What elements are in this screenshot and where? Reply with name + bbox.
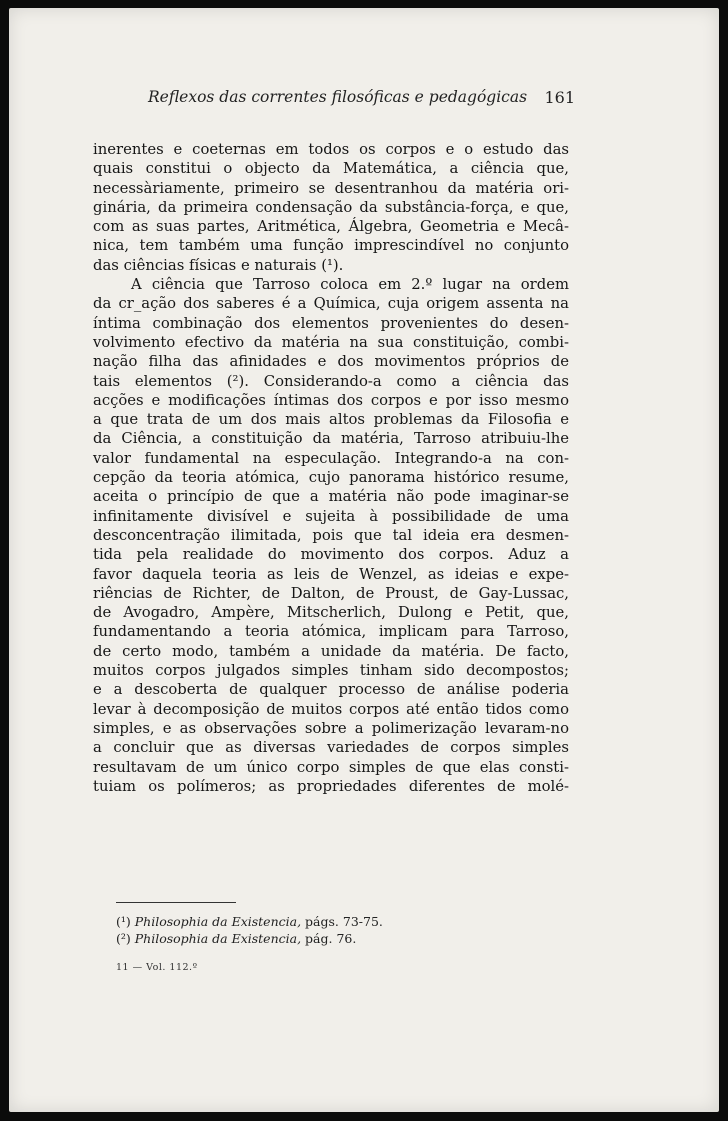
text-line: cepção da teoria atómica, cujo panorama histórico resume, <box>93 469 569 487</box>
printer-signature: 11 — Vol. 112.º <box>116 962 198 973</box>
text-line: infinitamente divisível e sujeita à possibilidade de uma <box>93 507 569 525</box>
text-line: acções e modificações íntimas dos corpos e por isso mesmo <box>93 391 569 409</box>
text-line: inerentes e coeternas em todos os corpos e o estudo das <box>93 141 569 158</box>
running-title: Reflexos das correntes filosóficas e pedagógicas <box>148 88 528 106</box>
text-line: e a descoberta de qualquer processo de análise poderia <box>93 681 569 699</box>
footnote-ref: pág. 76. <box>305 931 357 946</box>
text-line: tais elementos (²). Considerando-a como a ciência das <box>93 372 569 390</box>
text-line: nica, tem também uma função imprescindível no conjunto <box>93 237 569 255</box>
text-line: necessàriamente, primeiro se desentranhou da matéria ori- <box>93 179 569 197</box>
text-line: ginária, da primeira condensação da substância-força, e que, <box>93 198 569 216</box>
footnote-rule <box>116 902 236 903</box>
text-line: riências de Richter, de Dalton, de Proust, de Gay-Lussac, <box>93 584 569 602</box>
text-line: a concluir que as diversas variedades de corpos simples <box>93 739 569 757</box>
footnotes <box>116 913 516 947</box>
text-line: favor daquela teoria as leis de Wenzel, as ideias e expe- <box>93 565 569 583</box>
text-line: muitos corpos julgados simples tinham sido decompostos; <box>93 662 569 680</box>
text-line: tuiam os polímeros; as propriedades diferentes de molé- <box>93 777 569 795</box>
text-line: tida pela realidade do movimento dos corpos. Aduz a <box>93 546 569 564</box>
footnote-title: Philosophia da Existencia, <box>134 914 302 929</box>
text-line: valor fundamental na especulação. Integrando-a na con- <box>93 449 569 467</box>
footnote-title: Philosophia da Existencia, <box>134 931 302 946</box>
text-line: de certo modo, também a unidade da matéria. De facto, <box>93 642 569 660</box>
text-line: da cr_ação dos saberes é a Química, cuja origem assenta na <box>93 295 569 313</box>
text-line: quais constitui o objecto da Matemática, a ciência que, <box>93 160 569 178</box>
text-line: nação filha das afinidades e dos movimentos próprios de <box>93 353 569 371</box>
text-line: resultavam de um único corpo simples de que elas consti- <box>93 758 569 776</box>
body-text <box>93 140 569 796</box>
footnote-marker: (¹) <box>116 914 131 929</box>
text-line: A ciência que Tarroso coloca em 2.º lugar na ordem <box>131 276 569 294</box>
text-line: íntima combinação dos elementos provenientes do desen- <box>93 314 569 332</box>
footnote-marker: (²) <box>116 931 131 946</box>
text-line: de Avogadro, Ampère, Mitscherlich, Dulong e Petit, que, <box>93 604 569 622</box>
footnote <box>116 930 516 947</box>
text-line: simples, e as observações sobre a polimerização levaram-no <box>93 719 569 737</box>
page-number: 161 <box>544 88 575 107</box>
footnote <box>116 913 516 930</box>
text-line: volvimento efectivo da matéria na sua constituição, combi- <box>93 333 569 351</box>
text-line: aceita o princípio de que a matéria não pode imaginar-se <box>93 488 569 506</box>
text-line: das ciências físicas e naturais (¹). <box>93 256 344 274</box>
text-line: a que trata de um dos mais altos problemas da Filosofia e <box>93 411 569 429</box>
footnote-ref: págs. 73-75. <box>305 914 383 929</box>
text-line: fundamentando a teoria atómica, implicam para Tarroso, <box>93 623 569 641</box>
text-line: da Ciência, a constituição da matéria, Tarroso atribuiu-lhe <box>93 430 569 448</box>
text-line: desconcentração ilimitada, pois que tal ideia era desmen- <box>93 526 569 544</box>
text-line: levar à decomposição de muitos corpos até então tidos como <box>93 700 569 718</box>
text-line: com as suas partes, Aritmética, Álgebra, Geometria e Mecâ- <box>93 218 569 236</box>
